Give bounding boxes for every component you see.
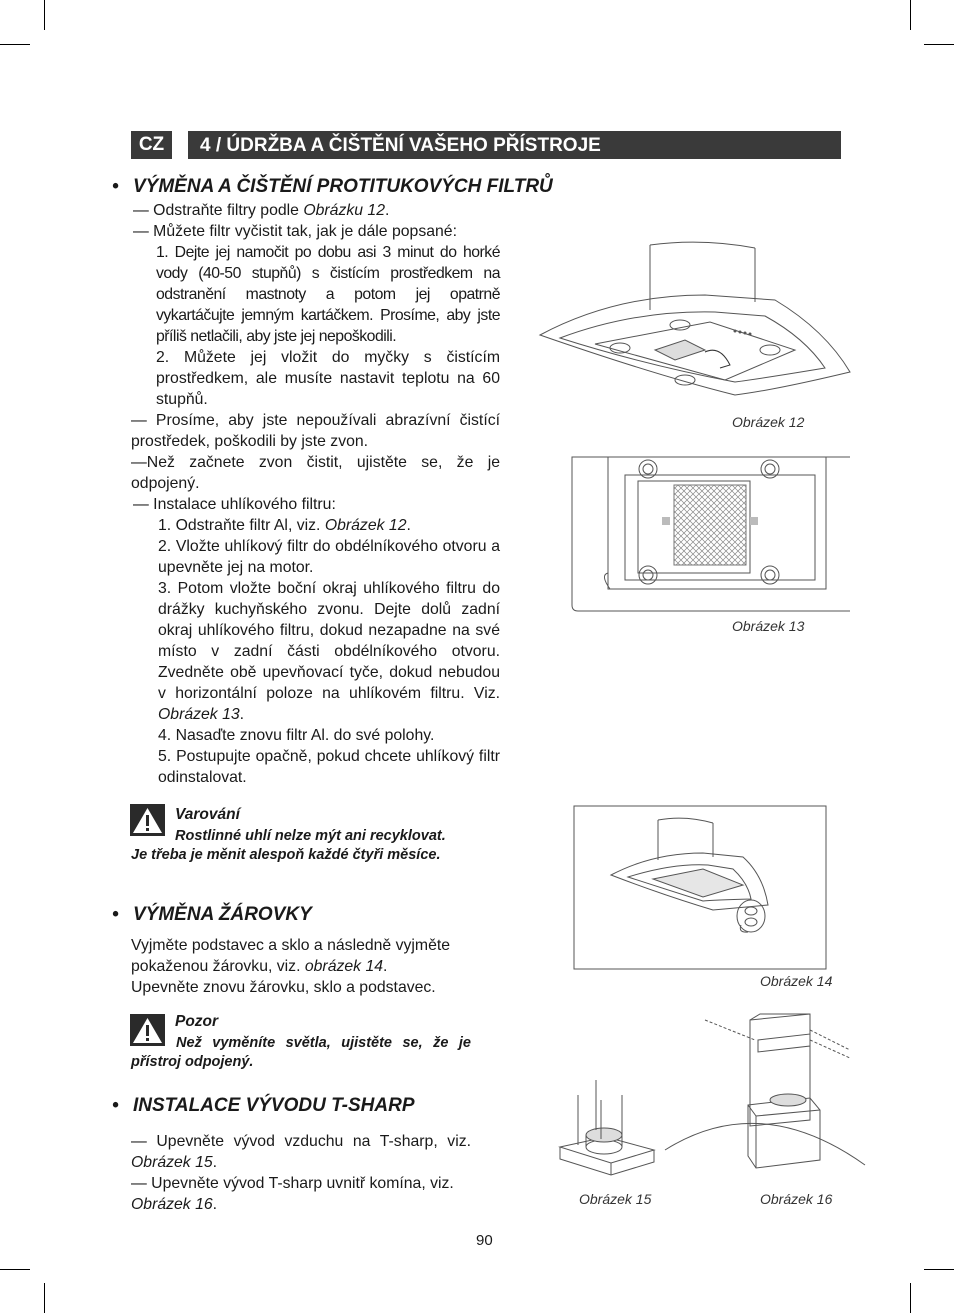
section-title-tsharp: INSTALACE VÝVODU T-SHARP bbox=[133, 1095, 415, 1116]
crop-mark bbox=[910, 1283, 911, 1313]
crop-mark bbox=[0, 44, 30, 45]
crop-mark bbox=[924, 44, 954, 45]
text-line: — Odstraňte filtry podle Obrázku 12. bbox=[133, 202, 390, 219]
paragraph: 2. Můžete jej vložit do myčky s čistícím prostředkem, ale musíte nastavit teplotu na 60 stupňů. bbox=[156, 349, 500, 408]
warning-title: Varování bbox=[175, 806, 240, 823]
figure-caption: Obrázek 14 bbox=[760, 973, 833, 989]
page-number: 90 bbox=[476, 1232, 493, 1249]
paragraph: 3. Potom vložte boční okraj uhlíkového filtru do drážky kuchyňského zvonu. Dejte dolů zadní okraj uhlíkového filtru, dokud nezapadne na své místo v zadní části obdélníkového otvoru. Zvedněte obě upevňovací tyče, dokud nebudou v horizontální poloze na uhlíkovém filtru. Viz. Obrázek 13. bbox=[158, 580, 500, 723]
section-title-filters: VÝMĚNA A ČIŠTĚNÍ PROTITUKOVÝCH FILTRŮ bbox=[133, 176, 553, 197]
text-line: — Instalace uhlíkového filtru: bbox=[133, 496, 336, 513]
paragraph: —Než začnete zvon čistit, ujistěte se, že je odpojený. bbox=[131, 454, 500, 492]
paragraph: — Prosíme, aby jste nepoužívali abrazívní čistící prostředek, poškodili by jste zvon. bbox=[131, 412, 500, 450]
figure-14-bulb bbox=[573, 805, 828, 971]
text-line: — Můžete filtr vyčistit tak, jak je dále popsané: bbox=[133, 223, 457, 240]
text-line: Vyjměte podstavec a sklo a následně vyjměte bbox=[131, 937, 451, 954]
section-bullet: • bbox=[112, 1095, 119, 1116]
language-badge: CZ bbox=[131, 131, 172, 159]
crop-mark bbox=[0, 1269, 30, 1270]
paragraph: — Upevněte vývod T-sharp uvnitř komína, viz. Obrázek 16. bbox=[131, 1175, 454, 1213]
warning-text: Než vyměníte světla, ujistěte se, že je přístroj odpojený. bbox=[131, 1035, 471, 1070]
figure-caption: Obrázek 13 bbox=[732, 618, 805, 634]
section-bullet: • bbox=[112, 176, 119, 197]
text-line: Upevněte znovu žárovku, sklo a podstavec. bbox=[131, 979, 436, 996]
warning-icon bbox=[130, 804, 165, 836]
paragraph: 2. Vložte uhlíkový filtr do obdélníkového otvoru a upevněte jej na motor. bbox=[158, 538, 500, 576]
section-bullet: • bbox=[112, 904, 119, 925]
paragraph: 5. Postupujte opačně, pokud chcete uhlíkový filtr odinstalovat. bbox=[158, 748, 500, 786]
crop-mark bbox=[44, 0, 45, 30]
figure-caption: Obrázek 15 bbox=[579, 1191, 652, 1207]
text-line: 1. Odstraňte filtr Al, viz. Obrázek 12. bbox=[158, 517, 411, 534]
paragraph: — Upevněte vývod vzduchu na T-sharp, viz. Obrázek 15. bbox=[131, 1133, 471, 1171]
warning-text: Je třeba je měnit alespoň každé čtyři měsíce. bbox=[131, 847, 441, 863]
crop-mark bbox=[924, 1269, 954, 1270]
text-line: pokaženou žárovku, viz. obrázek 14. bbox=[131, 958, 388, 975]
figure-caption: Obrázek 12 bbox=[732, 414, 805, 430]
figure-12-hood bbox=[535, 240, 855, 410]
warning-text: Rostlinné uhlí nelze mýt ani recyklovat. bbox=[175, 828, 446, 844]
paragraph: 1. Dejte jej namočit po dobu asi 3 minut do horké vody (40-50 stupňů) s čistícím prostředkem na odstranění mastnoty a potom jej opatrně vykartáčujte jemným kartáčkem. Prosíme, aby jste příliš netlačili, aby jste jej nepoškodili. bbox=[156, 244, 500, 345]
chapter-title: 4 / ÚDRŽBA A ČIŠTĚNÍ VAŠEHO PŘÍSTROJE bbox=[188, 131, 841, 159]
crop-mark bbox=[44, 1283, 45, 1313]
figure-caption: Obrázek 16 bbox=[760, 1191, 833, 1207]
section-title-bulb: VÝMĚNA ŽÁROVKY bbox=[133, 904, 312, 925]
crop-mark bbox=[910, 0, 911, 30]
text-line: 4. Nasaďte znovu filtr Al. do své polohy. bbox=[158, 727, 435, 744]
figure-16-chimney bbox=[660, 1010, 870, 1190]
figure-13-filter bbox=[570, 455, 852, 615]
warning-title: Pozor bbox=[175, 1013, 219, 1030]
